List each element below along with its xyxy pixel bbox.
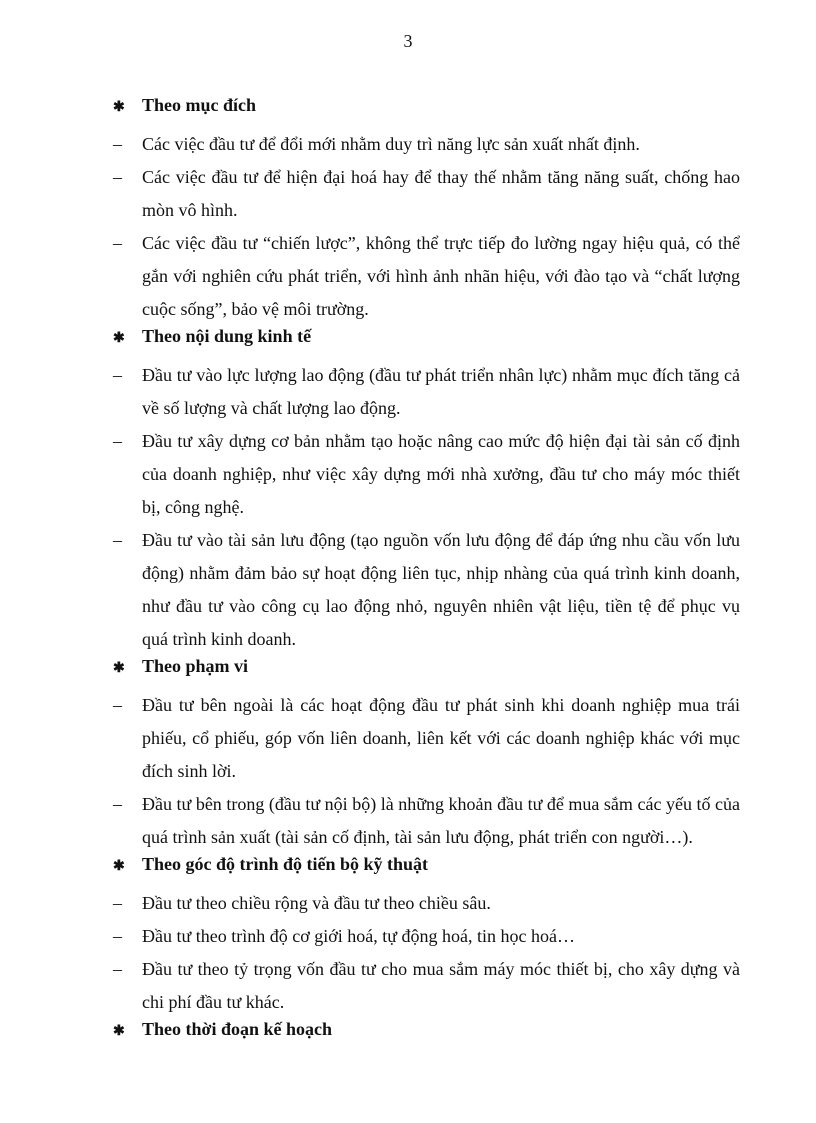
asterisk-bullet-icon: ✱ — [113, 661, 125, 676]
dash-bullet-icon: – — [113, 695, 122, 715]
list-item — [113, 227, 740, 326]
section-heading-text: Theo nội dung kinh tế — [142, 326, 312, 346]
section-heading — [113, 95, 740, 128]
dash-bullet-icon: – — [113, 530, 122, 550]
dash-bullet-icon: – — [113, 365, 122, 385]
document-body — [113, 95, 740, 1052]
section-heading-text: Theo góc độ trình độ tiến bộ kỹ thuật — [142, 854, 429, 874]
list-item-text: Các việc đầu tư “chiến lược”, không thể trực tiếp đo lường ngay hiệu quả, có thể gắn với nghiên cứu phát triển, với hình ảnh nhãn hiệu, với đào tạo và “chất lượng cuộc sống”, bảo vệ môi trường. — [142, 233, 740, 319]
list-item — [113, 689, 740, 788]
dash-bullet-icon: – — [113, 959, 122, 979]
list-item — [113, 359, 740, 425]
list-item — [113, 161, 740, 227]
list-item-text: Đầu tư bên trong (đầu tư nội bộ) là những khoản đầu tư để mua sắm các yếu tố của quá trình sản xuất (tài sản cố định, tài sản lưu động, phát triển con người…). — [142, 794, 740, 847]
dash-bullet-icon: – — [113, 926, 122, 946]
list-item — [113, 128, 740, 161]
list-item — [113, 887, 740, 920]
section-heading-text: Theo mục đích — [142, 95, 257, 115]
list-item — [113, 788, 740, 854]
section-heading-text: Theo phạm vi — [142, 656, 249, 676]
list-item-text: Đầu tư theo trình độ cơ giới hoá, tự động hoá, tin học hoá… — [142, 926, 575, 946]
list-item-text: Đầu tư xây dựng cơ bản nhằm tạo hoặc nâng cao mức độ hiện đại tài sản cố định của doanh nghiệp, như việc xây dựng mới nhà xưởng, đầu tư cho máy móc thiết bị, công nghệ. — [142, 431, 740, 517]
section-heading-text: Theo thời đoạn kế hoạch — [142, 1019, 333, 1039]
list-item — [113, 524, 740, 656]
list-item-text: Các việc đầu tư để hiện đại hoá hay để thay thế nhằm tăng năng suất, chống hao mòn vô hình. — [142, 167, 740, 220]
section-heading — [113, 854, 740, 887]
section-heading — [113, 656, 740, 689]
section-heading — [113, 1019, 740, 1052]
dash-bullet-icon: – — [113, 431, 122, 451]
list-item-text: Các việc đầu tư để đổi mới nhằm duy trì năng lực sản xuất nhất định. — [142, 134, 640, 154]
dash-bullet-icon: – — [113, 167, 122, 187]
dash-bullet-icon: – — [113, 794, 122, 814]
section-heading — [113, 326, 740, 359]
asterisk-bullet-icon: ✱ — [113, 859, 125, 874]
page-number: 3 — [403, 31, 413, 51]
list-item-text: Đầu tư theo chiều rộng và đầu tư theo chiều sâu. — [142, 893, 491, 913]
list-item-text: Đầu tư theo tỷ trọng vốn đầu tư cho mua sắm máy móc thiết bị, cho xây dựng và chi phí đầu tư khác. — [142, 959, 740, 1012]
dash-bullet-icon: – — [113, 233, 122, 253]
list-item-text: Đầu tư vào tài sản lưu động (tạo nguồn vốn lưu động để đáp ứng nhu cầu vốn lưu động) nhằm đảm bảo sự hoạt động liên tục, nhịp nhàng của quá trình kinh doanh, như đầu tư vào công cụ lao động nhỏ, nguyên nhiên vật liệu, tiền tệ để phục vụ quá trình kinh doanh. — [142, 530, 740, 649]
dash-bullet-icon: – — [113, 134, 122, 154]
list-item-text: Đầu tư bên ngoài là các hoạt động đầu tư phát sinh khi doanh nghiệp mua trái phiếu, cổ phiếu, góp vốn liên doanh, liên kết với các doanh nghiệp khác với mục đích sinh lời. — [142, 695, 740, 781]
asterisk-bullet-icon: ✱ — [113, 331, 125, 346]
list-item — [113, 953, 740, 1019]
asterisk-bullet-icon: ✱ — [113, 100, 125, 115]
list-item-text: Đầu tư vào lực lượng lao động (đầu tư phát triển nhân lực) nhằm mục đích tăng cả về số lượng và chất lượng lao động. — [142, 365, 740, 418]
list-item — [113, 920, 740, 953]
list-item — [113, 425, 740, 524]
dash-bullet-icon: – — [113, 893, 122, 913]
asterisk-bullet-icon: ✱ — [113, 1024, 125, 1039]
